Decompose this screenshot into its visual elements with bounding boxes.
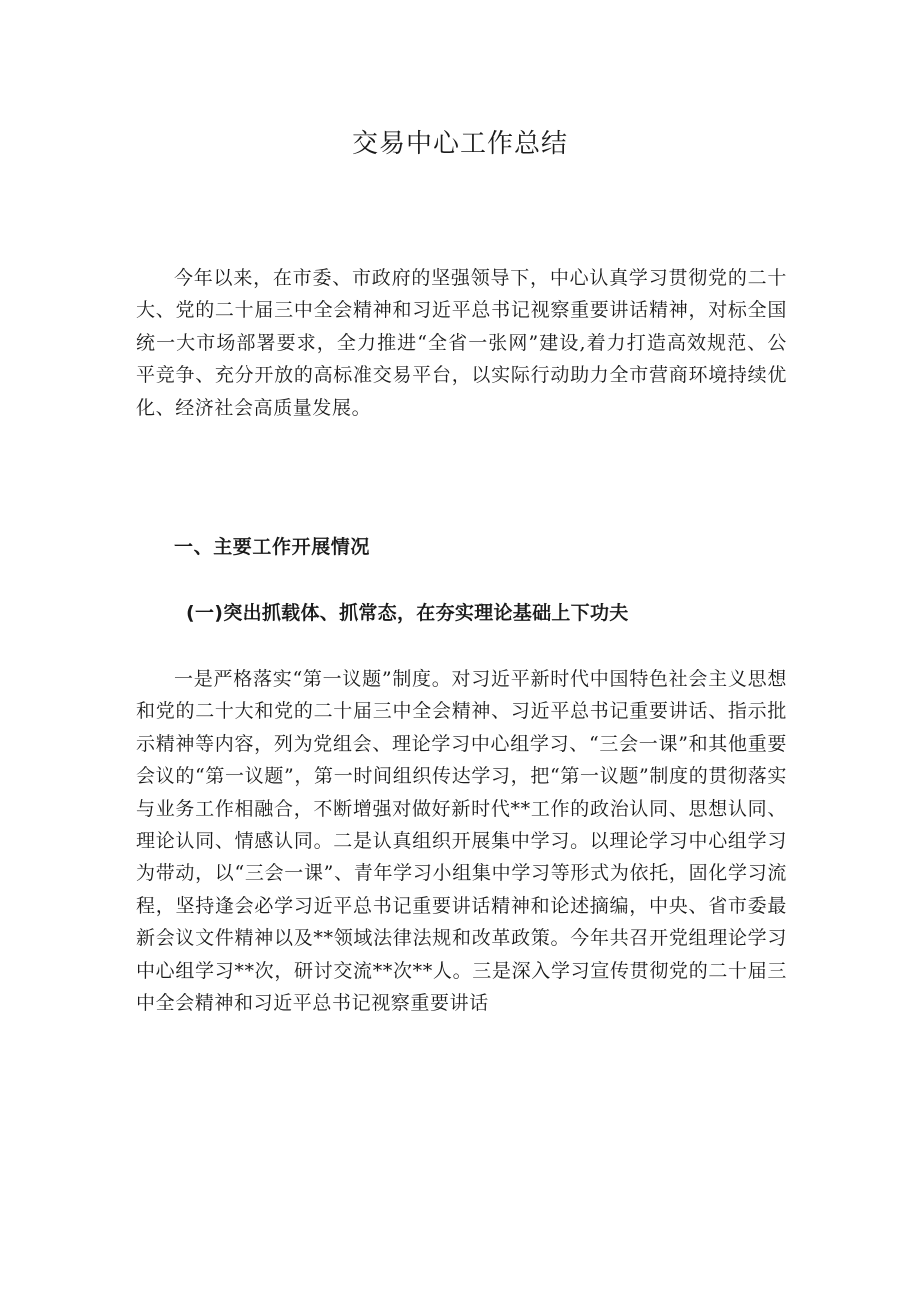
intro-paragraph: 今年以来，在市委、市政府的坚强领导下，中心认真学习贯彻党的二十大、党的二十届三中全会精神和习近平总书记视察重要讲话精神，对标全国统一大市场部署要求，全力推进“全省一张网”建设,着力打造高效规范、公平竞争、充分开放的高标准交易平台，以实际行动助力全市营商环境持续优化、经济社会高质量发展。 [136,267,787,419]
section-heading: 一、主要工作开展情况 [174,536,371,558]
document-title: 交易中心工作总结 [351,129,568,159]
body-paragraph: 一是严格落实“第一议题”制度。对习近平新时代中国特色社会主义思想和党的二十大和党的二十届三中全会精神、习近平总书记重要讲话、指示批示精神等内容，列为党组会、理论学习中心组学习、“三会一课”和其他重要会议的“第一议题”，第一时间组织传达学习，把“第一议题”制度的贯彻落实与业务工作相融合，不断增强对做好新时代**工作的政治认同、思想认同、理论认同、情感认同。二是认真组织开展集中学习。以理论学习中心组学习为带动，以“三会一课”、青年学习小组集中学习等形式为依托，固化学习流程，坚持逢会必学习近平总书记重要讲话精神和论述摘编，中央、省市委最新会议文件精神以及**领域法律法规和改革政策。今年共召开党组理论学习中心组学习**次，研讨交流**次**人。三是深入学习宣传贯彻党的二十届三中全会精神和习近平总书记视察重要讲话 [136,668,787,1015]
subsection-heading: (一)突出抓载体、抓常态，在夯实理论基础上下功夫 [186,602,629,624]
